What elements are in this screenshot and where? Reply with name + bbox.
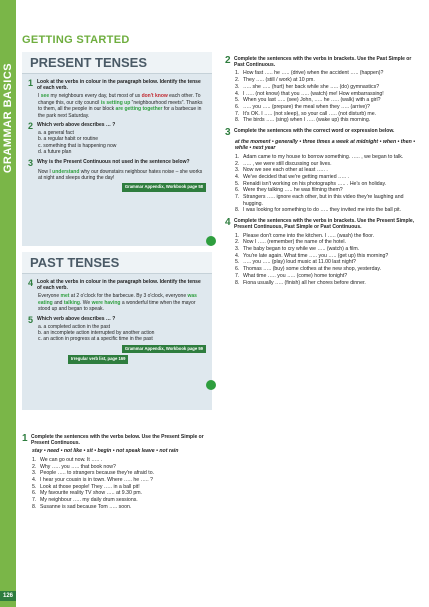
item-text: ….. you ….. (play) loud music at 11.00 last night? <box>243 259 356 266</box>
item-number: 6. <box>32 490 37 497</box>
list-item <box>235 207 421 214</box>
item-text: You're late again. What time ….. you ….. (get up) this morning? <box>243 252 389 259</box>
item-number: 8. <box>235 279 240 286</box>
exercise-4-items <box>235 233 421 287</box>
exercise-2-items <box>235 70 421 124</box>
sidebar-title: GRAMMAR BASICS <box>2 62 14 174</box>
item-number: 3. <box>235 167 240 174</box>
item-number: 3. <box>32 470 37 477</box>
list-item <box>235 246 421 253</box>
list-item <box>235 239 421 246</box>
item-text: It's OK. I ….. (not sleep), so your call ….. (not disturb) me. <box>243 110 377 117</box>
item-number: 2. <box>235 77 240 84</box>
list-item <box>235 84 421 91</box>
item-text: I hear your cousin is in town. Where ….. he ….. ? <box>40 476 154 483</box>
item-text: ….. she ….. (hurt) her back while she ….. (do) gymnastics? <box>243 83 380 90</box>
item-text: What time ….. you ….. (come) home tonight? <box>243 272 348 279</box>
item-text: ….. you ….. (prepare) the meal when they ….. (arrive)? <box>243 103 370 110</box>
paragraph-text: and <box>52 299 64 306</box>
item-number: 8. <box>235 117 240 124</box>
highlighted-verb: met <box>60 293 70 300</box>
highlighted-verb: don't know <box>141 93 168 100</box>
item-number: 8. <box>235 207 240 214</box>
item-text: The baby began to cry while we ….. (watch) a film. <box>243 245 360 252</box>
question-1: 1 Look at the verbs in colour in the paragraph below. Identify the tense of each verb. <box>28 78 201 92</box>
question-2-options <box>28 130 206 156</box>
list-item <box>235 253 421 260</box>
item-text: When you last ….. (see) John, ….. he ….. (walk) with a girl? <box>243 97 381 104</box>
list-item <box>235 97 421 104</box>
bullet-icon <box>206 380 216 390</box>
page-number: 126 <box>0 591 16 601</box>
question-4: 4 Look at the verbs in colour in the paragraph below. Identify the tense of each verb. <box>28 278 201 292</box>
list-item <box>235 259 421 266</box>
item-number: 4. <box>235 90 240 97</box>
list-item <box>235 104 421 111</box>
highlighted-verb: talking <box>63 299 80 306</box>
paragraph-text: at 2 o'clock for the barbecue. By 3 o'clock, everyone <box>69 293 188 300</box>
item-number: 7. <box>235 194 240 201</box>
item-number: 3. <box>235 83 240 90</box>
list-item <box>235 280 421 287</box>
irregular-verbs-reference[interactable]: Irregular verb list, page 169 <box>68 355 128 364</box>
answer-option: b. an incomplete action interrupted by another action <box>38 330 155 337</box>
question-2: 2 Which verb above describes … ? <box>28 121 116 132</box>
item-number: 4. <box>235 252 240 259</box>
list-item <box>235 174 421 181</box>
paragraph-text: Everyone <box>38 293 61 300</box>
paragraph-text: a wonderful time when the mayor stood up and began to speak. <box>38 299 196 313</box>
past-tenses-box <box>22 252 212 410</box>
item-text: Look at those people! They ….. in a ball pit! <box>40 483 140 490</box>
item-number: 4. <box>235 173 240 180</box>
highlighted-verb: are getting together <box>115 106 163 113</box>
item-number: 8. <box>32 503 37 510</box>
item-text: How fast ….. he ….. (drive) when the accident ….. (happen)? <box>243 70 384 77</box>
item-number: 2. <box>32 463 37 470</box>
item-number: 5. <box>235 97 240 104</box>
item-number: 1. <box>235 70 240 77</box>
highlighted-verb: understand <box>52 168 80 175</box>
paragraph-text: for a barbecue in the park next Saturday. <box>38 106 202 119</box>
item-number: 7. <box>235 272 240 279</box>
item-text: My neighbour ….. my daily drum sessions. <box>40 497 138 504</box>
item-number: 6. <box>235 187 240 194</box>
list-item <box>32 490 212 497</box>
item-text: We can go out now. It ….. . <box>40 456 103 463</box>
item-number: 6. <box>235 103 240 110</box>
list-item <box>235 91 421 98</box>
list-item <box>32 457 212 464</box>
bullet-icon <box>206 236 216 246</box>
exercise-1: 1 Complete the sentences with the verbs below. Use the Present Simple or Present Continuous. stay • need • not like • sit • begin • not speak leave • not rain 1. We can go out now. It ….. . 2. Why ….. you ….. that book now? 3. People ….. to strangers because they're afraid to. 4. I hear your cousin is in town. Where ….. he ….. ? 5. Look at those people! They ….. in a ball pit! 6. My favourite reality TV show ….. at 9.30 pm. 7. My neighbour ….. my daily drum sessions. 8. Susanne is sad because Tom ….. soon. <box>22 434 212 510</box>
item-text: Adam came to my house to borrow something. ….. , we began to talk. <box>243 153 404 160</box>
list-item <box>235 266 421 273</box>
grammar-reference[interactable]: Grammar Appendix, Workbook page 58 <box>122 183 206 192</box>
word-bank: stay • need • not like • sit • begin • not speak leave • not rain <box>32 448 179 455</box>
present-paragraph <box>38 93 206 119</box>
question-5: 5 Which verb above describes … ? <box>28 314 116 325</box>
word-bank: at the moment • generally • three times a week at midnight • when • then • while • next year <box>235 139 416 152</box>
exercise-2: 2 Complete the sentences with the verbs in brackets. Use the Past Simple or Past Continuous. 1. How fast ….. he ….. (drive) when the accident ….. (happen)? 2. They ….. (still / work) at 10 pm. 3. ….. she ….. (hurt) her back while she ….. (do) gymnastics? 4. I ….. (not know) that you ….. (watch) me! How embarrassing! 5. When you last ….. (see) John, ….. he ….. (walk) with a girl? 6. ….. you ….. (prepare) the meal when they ….. (arrive)? 7. It's OK. I ….. (not sleep), so your call ….. (not disturb) me. 8. The birds ….. (sing) when I ….. (wake up) this morning. <box>225 56 421 124</box>
list-item <box>32 497 212 504</box>
exercise-3-items <box>235 154 421 214</box>
item-number: 4. <box>32 476 37 483</box>
paragraph-text: my neighbours every day, but most of us <box>49 93 142 100</box>
paragraph-text: each other. To change this, our city council <box>38 93 201 106</box>
item-text: Why ….. you ….. that book now? <box>40 463 116 470</box>
item-text: Strangers ….. ignore each other, but in this video they're laughing and hugging. <box>243 194 404 207</box>
past-paragraph <box>38 293 206 312</box>
item-number: 5. <box>32 483 37 490</box>
item-number: 1. <box>235 153 240 160</box>
item-number: 5. <box>235 180 240 187</box>
exercise-1-items <box>32 457 212 511</box>
item-text: Susanne is sad because Tom ….. soon. <box>40 503 132 510</box>
item-number: 6. <box>235 266 240 273</box>
highlighted-verb: see <box>40 93 50 100</box>
list-item <box>235 117 421 124</box>
highlighted-verb: was eating <box>38 293 197 306</box>
list-item <box>235 181 421 188</box>
item-text: Were they talking ….. he was filming them? <box>243 187 343 194</box>
present-tenses-title: PRESENT TENSES <box>22 52 212 74</box>
paragraph-text: Now I <box>38 168 53 175</box>
item-number: 1. <box>235 232 240 239</box>
exercise-4: 4 Complete the sentences with the verbs in brackets. Use the Present Simple, Present Continuous, Past Simple or Past Continuous. 1. Please don't come into the kitchen. I ….. (wash) the floor. 2. Now I ….. (remember) the name of the hotel. 3. The baby began to cry while we ….. (watch) a film. 4. You're late again. What time ….. you ….. (get up) this morning? 5. ….. you ….. (play) loud music at 11.00 last night? 6. Thomas ….. (buy) some clothes at the new shop, yesterday. 7. What time ….. you ….. (come) home tonight? 8. Fiona usually ….. (finish) all her chores before dinner. <box>225 218 421 286</box>
item-text: Please don't come into the kitchen. I ….. (wash) the floor. <box>243 232 375 239</box>
item-text: Fiona usually ….. (finish) all her chores before dinner. <box>243 279 366 286</box>
list-item <box>235 154 421 161</box>
item-number: 3. <box>235 245 240 252</box>
item-text: Now I ….. (remember) the name of the hotel. <box>243 239 346 246</box>
list-item <box>235 194 421 207</box>
answer-option: a. a completed action in the past <box>38 323 110 330</box>
item-number: 7. <box>32 497 37 504</box>
item-text: We've decided that we're getting married ….. . <box>243 173 349 180</box>
grammar-reference[interactable]: Grammar Appendix, Workbook page 59 <box>122 345 206 354</box>
present-tenses-box <box>22 52 212 246</box>
right-column <box>225 52 421 286</box>
item-number: 2. <box>235 160 240 167</box>
paragraph-text: . We <box>79 299 92 306</box>
list-item <box>32 470 212 477</box>
item-number: 5. <box>235 259 240 266</box>
list-item <box>235 273 421 280</box>
item-text: Renaldi isn't working on his photographs ….. . He's on holiday. <box>243 180 387 187</box>
highlighted-verb: is setting up <box>100 99 131 106</box>
past-tenses-title: PAST TENSES <box>22 252 212 274</box>
item-text: People ….. to strangers because they're afraid to. <box>40 470 155 477</box>
answer-option: c. something that is happening now <box>38 142 117 149</box>
answer-option: b. a regular habit or routine <box>38 136 99 143</box>
list-item <box>235 167 421 174</box>
paragraph-text: “neighbourhood meets”. Thanks to them, all the people in our block <box>38 99 203 113</box>
item-text: ….. , we were still discussing our lives. <box>243 160 332 167</box>
answer-option: c. an action in progress at a specific time in the past <box>38 336 153 343</box>
question-3: 3 Why is the Present Continuous not used in the sentence below? <box>28 157 190 168</box>
exercise-3: 3 Complete the sentences with the correct word or expression below. at the moment • generally • three times a week at midnight • when • then • while • next year 1. Adam came to my house to borrow something. ….. , we began to talk. 2. ….. , we were still discussing our lives. 3. Now we see each other at least ….. . 4. We've decided that we're getting married ….. . 5. Renaldi isn't working on his photographs ….. . He's on holiday. 6. Were they talking ….. he was filming them? 7. Strangers ….. ignore each other, but in this video they're laughing and hugging. 8. I was looking for something to do ….. they invited me into the ball pit. <box>225 128 421 214</box>
list-item <box>235 70 421 77</box>
item-text: I ….. (not know) that you ….. (watch) me! How embarrassing! <box>243 90 384 97</box>
list-item <box>235 161 421 168</box>
paragraph-text: why our downstairs neighbour hates noise – she works at night and sleeps during the day! <box>38 168 203 182</box>
list-item <box>235 233 421 240</box>
list-item <box>32 484 212 491</box>
question-5-options <box>28 324 206 343</box>
list-item <box>235 111 421 118</box>
answer-option: a. a general fact <box>38 130 74 137</box>
list-item <box>32 504 212 511</box>
highlighted-verb: were having <box>91 299 121 306</box>
item-text: My favourite reality TV show ….. at 9.30 pm. <box>40 490 142 497</box>
sidebar <box>0 0 16 607</box>
question-3-paragraph <box>38 169 206 182</box>
item-text: I was looking for something to do ….. they invited me into the ball pit. <box>243 207 402 214</box>
item-text: Thomas ….. (buy) some clothes at the new shop, yesterday. <box>243 266 382 273</box>
section-heading: GETTING STARTED <box>22 34 130 46</box>
list-item <box>32 477 212 484</box>
item-text: They ….. (still / work) at 10 pm. <box>243 77 315 84</box>
list-item <box>235 77 421 84</box>
item-text: Now we see each other at least ….. . <box>243 167 328 174</box>
list-item <box>235 187 421 194</box>
item-number: 7. <box>235 110 240 117</box>
item-number: 1. <box>32 456 37 463</box>
item-number: 2. <box>235 239 240 246</box>
paragraph-text: I <box>38 93 41 100</box>
item-text: The birds ….. (sing) when I ….. (wake up) this morning. <box>243 117 371 124</box>
answer-option: d. a future plan <box>38 149 72 156</box>
list-item <box>32 464 212 471</box>
